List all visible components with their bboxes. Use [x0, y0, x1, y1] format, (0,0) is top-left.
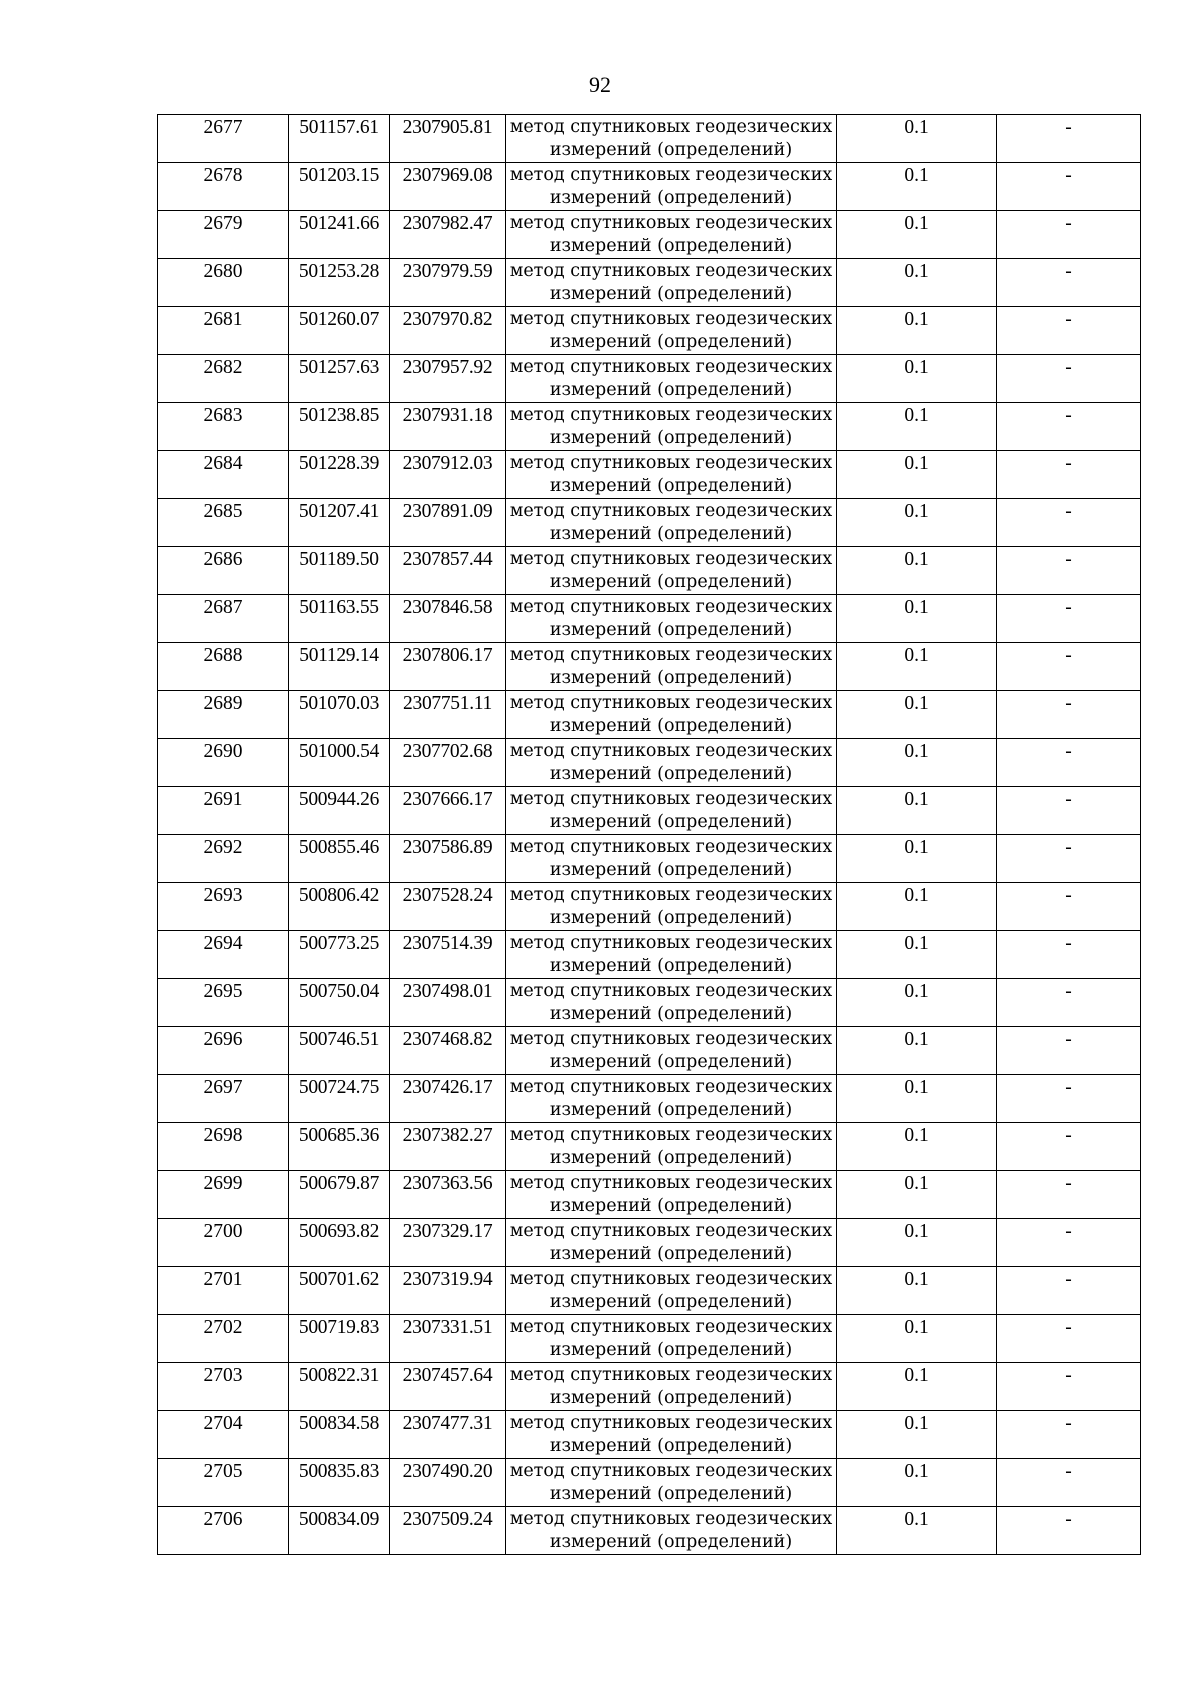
method-cell: метод спутниковых геодезических измерений (определений) [506, 1171, 837, 1219]
y-coordinate-cell: 2307468.82 [390, 1027, 506, 1075]
y-coordinate-cell: 2307382.27 [390, 1123, 506, 1171]
precision-cell: 0.1 [837, 1411, 997, 1459]
method-cell: метод спутниковых геодезических измерений (определений) [506, 835, 837, 883]
precision-cell: 0.1 [837, 499, 997, 547]
x-coordinate-cell: 501157.61 [289, 115, 390, 163]
precision-cell: 0.1 [837, 163, 997, 211]
point-number-cell: 2691 [158, 787, 289, 835]
point-number-cell: 2698 [158, 1123, 289, 1171]
y-coordinate-cell: 2307751.11 [390, 691, 506, 739]
point-number-cell: 2703 [158, 1363, 289, 1411]
description-cell: - [997, 355, 1141, 403]
precision-cell: 0.1 [837, 883, 997, 931]
y-coordinate-cell: 2307931.18 [390, 403, 506, 451]
table-row [158, 595, 1141, 643]
coordinates-table-body [158, 115, 1141, 1555]
method-cell: метод спутниковых геодезических измерений (определений) [506, 259, 837, 307]
precision-cell: 0.1 [837, 1267, 997, 1315]
x-coordinate-cell: 500822.31 [289, 1363, 390, 1411]
y-coordinate-cell: 2307969.08 [390, 163, 506, 211]
method-cell: метод спутниковых геодезических измерений (определений) [506, 1219, 837, 1267]
description-cell: - [997, 499, 1141, 547]
x-coordinate-cell: 501070.03 [289, 691, 390, 739]
y-coordinate-cell: 2307514.39 [390, 931, 506, 979]
point-number-cell: 2704 [158, 1411, 289, 1459]
table-row [158, 1315, 1141, 1363]
precision-cell: 0.1 [837, 643, 997, 691]
table-row [158, 979, 1141, 1027]
y-coordinate-cell: 2307982.47 [390, 211, 506, 259]
method-cell: метод спутниковых геодезических измерений (определений) [506, 1363, 837, 1411]
x-coordinate-cell: 501257.63 [289, 355, 390, 403]
method-cell: метод спутниковых геодезических измерений (определений) [506, 595, 837, 643]
table-row [158, 1219, 1141, 1267]
point-number-cell: 2683 [158, 403, 289, 451]
point-number-cell: 2705 [158, 1459, 289, 1507]
description-cell: - [997, 835, 1141, 883]
x-coordinate-cell: 500693.82 [289, 1219, 390, 1267]
method-cell: метод спутниковых геодезических измерений (определений) [506, 739, 837, 787]
precision-cell: 0.1 [837, 931, 997, 979]
method-cell: метод спутниковых геодезических измерений (определений) [506, 1315, 837, 1363]
y-coordinate-cell: 2307331.51 [390, 1315, 506, 1363]
precision-cell: 0.1 [837, 979, 997, 1027]
table-row [158, 1123, 1141, 1171]
description-cell: - [997, 451, 1141, 499]
y-coordinate-cell: 2307891.09 [390, 499, 506, 547]
precision-cell: 0.1 [837, 1171, 997, 1219]
table-row [158, 643, 1141, 691]
x-coordinate-cell: 500806.42 [289, 883, 390, 931]
method-cell: метод спутниковых геодезических измерений (определений) [506, 1411, 837, 1459]
description-cell: - [997, 259, 1141, 307]
precision-cell: 0.1 [837, 1315, 997, 1363]
table-row [158, 499, 1141, 547]
precision-cell: 0.1 [837, 1075, 997, 1123]
x-coordinate-cell: 500746.51 [289, 1027, 390, 1075]
method-cell: метод спутниковых геодезических измерений (определений) [506, 403, 837, 451]
method-cell: метод спутниковых геодезических измерений (определений) [506, 1507, 837, 1555]
precision-cell: 0.1 [837, 835, 997, 883]
method-cell: метод спутниковых геодезических измерений (определений) [506, 979, 837, 1027]
method-cell: метод спутниковых геодезических измерений (определений) [506, 499, 837, 547]
precision-cell: 0.1 [837, 115, 997, 163]
precision-cell: 0.1 [837, 739, 997, 787]
description-cell: - [997, 307, 1141, 355]
method-cell: метод спутниковых геодезических измерений (определений) [506, 1459, 837, 1507]
method-cell: метод спутниковых геодезических измерений (определений) [506, 307, 837, 355]
description-cell: - [997, 1075, 1141, 1123]
point-number-cell: 2700 [158, 1219, 289, 1267]
description-cell: - [997, 1267, 1141, 1315]
y-coordinate-cell: 2307846.58 [390, 595, 506, 643]
point-number-cell: 2678 [158, 163, 289, 211]
method-cell: метод спутниковых геодезических измерений (определений) [506, 163, 837, 211]
precision-cell: 0.1 [837, 1363, 997, 1411]
description-cell: - [997, 1507, 1141, 1555]
point-number-cell: 2699 [158, 1171, 289, 1219]
table-row [158, 451, 1141, 499]
precision-cell: 0.1 [837, 787, 997, 835]
x-coordinate-cell: 501000.54 [289, 739, 390, 787]
description-cell: - [997, 547, 1141, 595]
point-number-cell: 2682 [158, 355, 289, 403]
x-coordinate-cell: 500944.26 [289, 787, 390, 835]
x-coordinate-cell: 501163.55 [289, 595, 390, 643]
x-coordinate-cell: 501241.66 [289, 211, 390, 259]
method-cell: метод спутниковых геодезических измерений (определений) [506, 1123, 837, 1171]
description-cell: - [997, 1459, 1141, 1507]
x-coordinate-cell: 501228.39 [289, 451, 390, 499]
table-row [158, 1363, 1141, 1411]
x-coordinate-cell: 500719.83 [289, 1315, 390, 1363]
description-cell: - [997, 595, 1141, 643]
precision-cell: 0.1 [837, 355, 997, 403]
table-row [158, 931, 1141, 979]
description-cell: - [997, 1363, 1141, 1411]
y-coordinate-cell: 2307806.17 [390, 643, 506, 691]
precision-cell: 0.1 [837, 451, 997, 499]
point-number-cell: 2689 [158, 691, 289, 739]
page-number: 92 [589, 72, 611, 97]
table-row [158, 355, 1141, 403]
point-number-cell: 2701 [158, 1267, 289, 1315]
x-coordinate-cell: 500835.83 [289, 1459, 390, 1507]
x-coordinate-cell: 501203.15 [289, 163, 390, 211]
x-coordinate-cell: 501260.07 [289, 307, 390, 355]
y-coordinate-cell: 2307702.68 [390, 739, 506, 787]
precision-cell: 0.1 [837, 1219, 997, 1267]
description-cell: - [997, 1171, 1141, 1219]
description-cell: - [997, 1123, 1141, 1171]
description-cell: - [997, 883, 1141, 931]
description-cell: - [997, 1027, 1141, 1075]
x-coordinate-cell: 500773.25 [289, 931, 390, 979]
description-cell: - [997, 211, 1141, 259]
y-coordinate-cell: 2307905.81 [390, 115, 506, 163]
description-cell: - [997, 787, 1141, 835]
x-coordinate-cell: 500834.58 [289, 1411, 390, 1459]
method-cell: метод спутниковых геодезических измерений (определений) [506, 1267, 837, 1315]
description-cell: - [997, 643, 1141, 691]
method-cell: метод спутниковых геодезических измерений (определений) [506, 547, 837, 595]
point-number-cell: 2694 [158, 931, 289, 979]
table-row [158, 1267, 1141, 1315]
point-number-cell: 2702 [158, 1315, 289, 1363]
point-number-cell: 2687 [158, 595, 289, 643]
y-coordinate-cell: 2307979.59 [390, 259, 506, 307]
point-number-cell: 2706 [158, 1507, 289, 1555]
y-coordinate-cell: 2307857.44 [390, 547, 506, 595]
method-cell: метод спутниковых геодезических измерений (определений) [506, 451, 837, 499]
table-row [158, 547, 1141, 595]
precision-cell: 0.1 [837, 595, 997, 643]
x-coordinate-cell: 500855.46 [289, 835, 390, 883]
description-cell: - [997, 1315, 1141, 1363]
point-number-cell: 2696 [158, 1027, 289, 1075]
table-row [158, 1411, 1141, 1459]
precision-cell: 0.1 [837, 1507, 997, 1555]
table-row [158, 1075, 1141, 1123]
point-number-cell: 2679 [158, 211, 289, 259]
table-row [158, 1507, 1141, 1555]
table-row [158, 1459, 1141, 1507]
method-cell: метод спутниковых геодезических измерений (определений) [506, 1075, 837, 1123]
point-number-cell: 2692 [158, 835, 289, 883]
y-coordinate-cell: 2307426.17 [390, 1075, 506, 1123]
x-coordinate-cell: 500685.36 [289, 1123, 390, 1171]
table-row [158, 691, 1141, 739]
table-row [158, 883, 1141, 931]
x-coordinate-cell: 500724.75 [289, 1075, 390, 1123]
point-number-cell: 2697 [158, 1075, 289, 1123]
y-coordinate-cell: 2307666.17 [390, 787, 506, 835]
method-cell: метод спутниковых геодезических измерений (определений) [506, 115, 837, 163]
description-cell: - [997, 403, 1141, 451]
method-cell: метод спутниковых геодезических измерений (определений) [506, 787, 837, 835]
table-row [158, 259, 1141, 307]
table-row [158, 739, 1141, 787]
point-number-cell: 2677 [158, 115, 289, 163]
table-row [158, 835, 1141, 883]
y-coordinate-cell: 2307363.56 [390, 1171, 506, 1219]
table-row [158, 1027, 1141, 1075]
x-coordinate-cell: 500750.04 [289, 979, 390, 1027]
x-coordinate-cell: 500834.09 [289, 1507, 390, 1555]
method-cell: метод спутниковых геодезических измерений (определений) [506, 1027, 837, 1075]
method-cell: метод спутниковых геодезических измерений (определений) [506, 355, 837, 403]
point-number-cell: 2695 [158, 979, 289, 1027]
method-cell: метод спутниковых геодезических измерений (определений) [506, 883, 837, 931]
x-coordinate-cell: 501207.41 [289, 499, 390, 547]
x-coordinate-cell: 500701.62 [289, 1267, 390, 1315]
precision-cell: 0.1 [837, 1459, 997, 1507]
point-number-cell: 2681 [158, 307, 289, 355]
y-coordinate-cell: 2307528.24 [390, 883, 506, 931]
point-number-cell: 2690 [158, 739, 289, 787]
y-coordinate-cell: 2307477.31 [390, 1411, 506, 1459]
table-row [158, 211, 1141, 259]
description-cell: - [997, 979, 1141, 1027]
point-number-cell: 2693 [158, 883, 289, 931]
table-row [158, 163, 1141, 211]
y-coordinate-cell: 2307490.20 [390, 1459, 506, 1507]
point-number-cell: 2680 [158, 259, 289, 307]
precision-cell: 0.1 [837, 307, 997, 355]
point-number-cell: 2686 [158, 547, 289, 595]
method-cell: метод спутниковых геодезических измерений (определений) [506, 211, 837, 259]
y-coordinate-cell: 2307457.64 [390, 1363, 506, 1411]
y-coordinate-cell: 2307319.94 [390, 1267, 506, 1315]
y-coordinate-cell: 2307329.17 [390, 1219, 506, 1267]
method-cell: метод спутниковых геодезических измерений (определений) [506, 931, 837, 979]
precision-cell: 0.1 [837, 1027, 997, 1075]
y-coordinate-cell: 2307498.01 [390, 979, 506, 1027]
y-coordinate-cell: 2307586.89 [390, 835, 506, 883]
x-coordinate-cell: 501189.50 [289, 547, 390, 595]
y-coordinate-cell: 2307912.03 [390, 451, 506, 499]
description-cell: - [997, 163, 1141, 211]
table-row [158, 307, 1141, 355]
x-coordinate-cell: 501129.14 [289, 643, 390, 691]
precision-cell: 0.1 [837, 403, 997, 451]
table-row [158, 1171, 1141, 1219]
precision-cell: 0.1 [837, 211, 997, 259]
y-coordinate-cell: 2307509.24 [390, 1507, 506, 1555]
table-row [158, 403, 1141, 451]
precision-cell: 0.1 [837, 1123, 997, 1171]
precision-cell: 0.1 [837, 259, 997, 307]
coordinates-table [157, 114, 1141, 1555]
method-cell: метод спутниковых геодезических измерений (определений) [506, 643, 837, 691]
description-cell: - [997, 1411, 1141, 1459]
table-row [158, 787, 1141, 835]
description-cell: - [997, 691, 1141, 739]
precision-cell: 0.1 [837, 691, 997, 739]
x-coordinate-cell: 501253.28 [289, 259, 390, 307]
description-cell: - [997, 115, 1141, 163]
description-cell: - [997, 1219, 1141, 1267]
y-coordinate-cell: 2307970.82 [390, 307, 506, 355]
precision-cell: 0.1 [837, 547, 997, 595]
point-number-cell: 2685 [158, 499, 289, 547]
x-coordinate-cell: 500679.87 [289, 1171, 390, 1219]
method-cell: метод спутниковых геодезических измерений (определений) [506, 691, 837, 739]
x-coordinate-cell: 501238.85 [289, 403, 390, 451]
point-number-cell: 2684 [158, 451, 289, 499]
y-coordinate-cell: 2307957.92 [390, 355, 506, 403]
description-cell: - [997, 931, 1141, 979]
table-row [158, 115, 1141, 163]
description-cell: - [997, 739, 1141, 787]
point-number-cell: 2688 [158, 643, 289, 691]
